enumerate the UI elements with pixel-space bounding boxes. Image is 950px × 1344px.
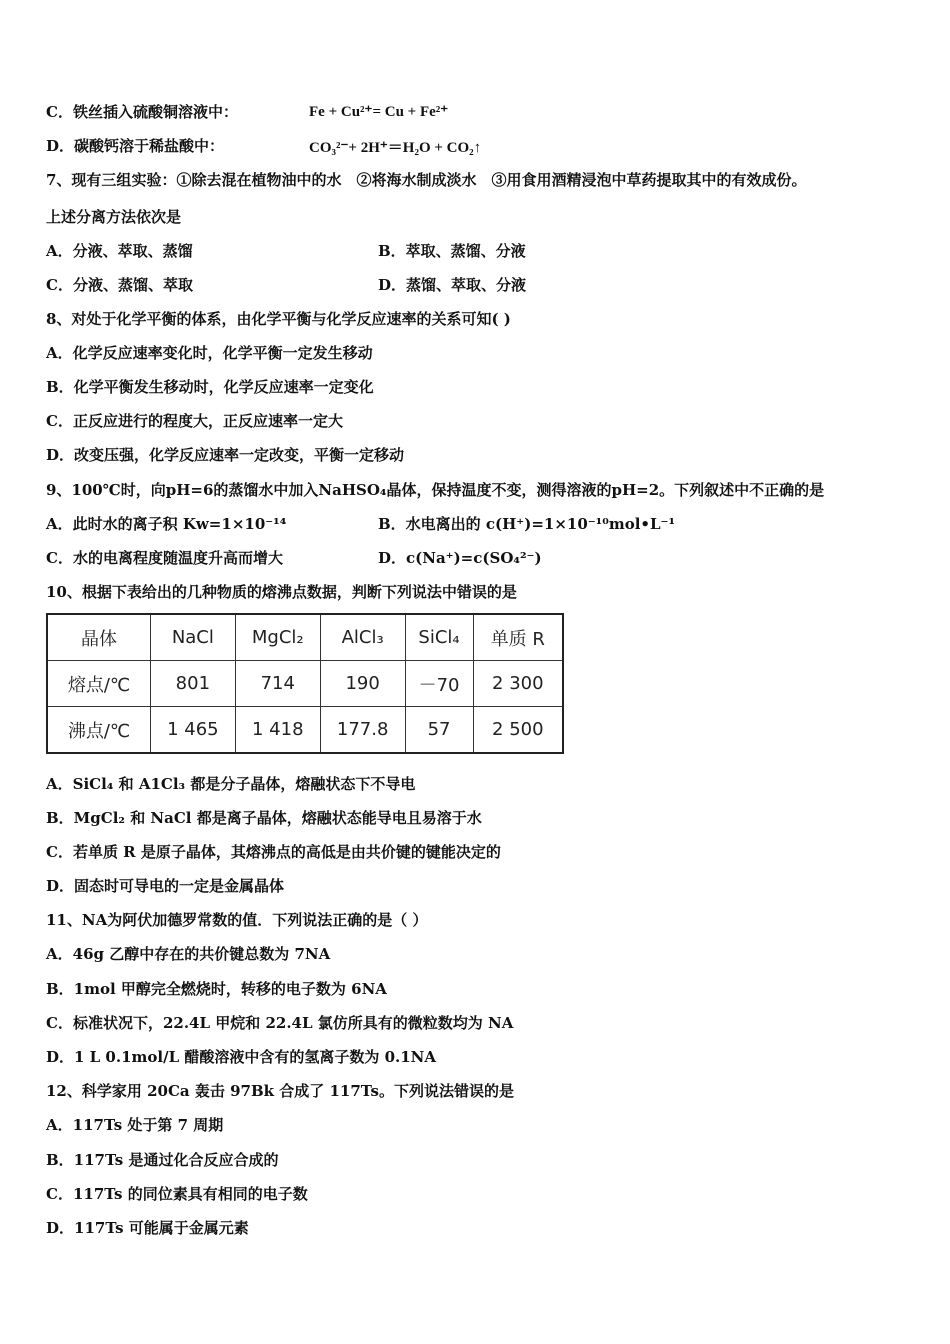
q12-option-d: D．117Ts 可能属于金属元素	[46, 1219, 249, 1237]
q12-option-a: A．117Ts 处于第 7 周期	[46, 1116, 224, 1134]
q6-option-d	[46, 136, 224, 156]
table-header-cell: AlCl₃	[320, 614, 405, 661]
q8-option-c: C．正反应进行的程度大，正反应速率一定大	[46, 412, 343, 430]
equation-text: CO₃²⁻+ 2H⁺＝H₂O + CO₂↑	[309, 140, 482, 156]
table-header-row	[47, 614, 563, 661]
q6-option-c	[46, 102, 238, 122]
q8-stem: 8、对处于化学平衡的体系，由化学平衡与化学反应速率的关系可知( )	[46, 310, 511, 328]
q11-option-b: B．1mol 甲醇完全燃烧时，转移的电子数为 6NA	[46, 980, 387, 998]
q7-option-b: B．萃取、蒸馏、分液	[378, 242, 526, 260]
table-cell: 2 300	[473, 661, 563, 707]
q7-option-d: D．蒸馏、萃取、分液	[378, 276, 527, 294]
q10-stem: 10、根据下表给出的几种物质的熔沸点数据，判断下列说法中错误的是	[46, 583, 517, 601]
table-cell: －70	[405, 661, 473, 707]
table-cell: 2 500	[473, 707, 563, 754]
q9-option-a: A．此时水的离子积 Kw=1×10⁻¹⁴	[46, 515, 287, 533]
table-header-cell: 晶体	[47, 614, 151, 661]
table-cell: 714	[235, 661, 320, 707]
q9-option-d: D．c(Na⁺)=c(SO₄²⁻)	[378, 549, 542, 567]
table-cell: 沸点/℃	[47, 707, 151, 754]
q10-option-a: A．SiCl₄ 和 A1Cl₃ 都是分子晶体，熔融状态下不导电	[46, 775, 416, 793]
q9-option-b: B．水电离出的 c(H⁺)=1×10⁻¹⁰mol•L⁻¹	[378, 515, 676, 533]
melting-boiling-table	[46, 613, 564, 754]
q9-option-c: C．水的电离程度随温度升高而增大	[46, 549, 283, 567]
table-cell: 177.8	[320, 707, 405, 754]
q12-option-c: C．117Ts 的同位素具有相同的电子数	[46, 1185, 308, 1203]
q7-option-c: C．分液、蒸馏、萃取	[46, 276, 193, 294]
q8-option-a: A．化学反应速率变化时，化学平衡一定发生移动	[46, 344, 373, 362]
table-cell: 190	[320, 661, 405, 707]
q11-option-d: D．1 L 0.1mol/L 醋酸溶液中含有的氢离子数为 0.1NA	[46, 1048, 437, 1066]
q12-option-b: B．117Ts 是通过化合反应合成的	[46, 1151, 279, 1169]
table-header-cell: MgCl₂	[235, 614, 320, 661]
q11-option-c: C．标准状况下，22.4L 甲烷和 22.4L 氯仿所具有的微粒数均为 NA	[46, 1014, 514, 1032]
table-cell: 1 418	[235, 707, 320, 754]
q8-option-b: B．化学平衡发生移动时，化学反应速率一定变化	[46, 378, 374, 396]
table-header-cell: NaCl	[151, 614, 236, 661]
table-header-cell: SiCl₄	[405, 614, 473, 661]
q6-option-c-label: C．铁丝插入硫酸铜溶液中：	[46, 103, 238, 121]
q7-stem: 7、现有三组实验：①除去混在植物油中的水 ②将海水制成淡水 ③用食用酒精浸泡中草药提取其中的有效成份。	[46, 171, 807, 189]
table-header-cell: 单质 R	[473, 614, 563, 661]
q10-option-b: B．MgCl₂ 和 NaCl 都是离子晶体，熔融状态能导电且易溶于水	[46, 809, 482, 827]
table-cell: 熔点/℃	[47, 661, 151, 707]
q6-option-d-equation	[309, 136, 481, 157]
equation-text: Fe + Cu²⁺= Cu + Fe²⁺	[309, 104, 449, 120]
table-cell: 1 465	[151, 707, 236, 754]
q11-option-a: A．46g 乙醇中存在的共价键总数为 7NA	[46, 945, 331, 963]
table-cell: 57	[405, 707, 473, 754]
q11-stem: 11、NA为阿伏加德罗常数的值．下列说法正确的是（ ）	[46, 911, 428, 929]
table-row	[47, 661, 563, 707]
q10-option-c: C．若单质 R 是原子晶体，其熔沸点的高低是由共价键的键能决定的	[46, 843, 501, 861]
q10-option-d: D．固态时可导电的一定是金属晶体	[46, 877, 285, 895]
q6-option-d-label: D．碳酸钙溶于稀盐酸中：	[46, 137, 225, 155]
q6-option-c-equation	[309, 102, 448, 121]
q7-option-a: A．分液、萃取、蒸馏	[46, 242, 193, 260]
q9-stem: 9、100℃时，向pH=6的蒸馏水中加入NaHSO₄晶体，保持温度不变，测得溶液的pH=2。下列叙述中不正确的是	[46, 481, 825, 499]
q12-stem: 12、科学家用 20Ca 轰击 97Bk 合成了 117Ts。下列说法错误的是	[46, 1082, 515, 1100]
table-cell: 801	[151, 661, 236, 707]
table-row	[47, 707, 563, 754]
q7-stem2: 上述分离方法依次是	[46, 208, 182, 226]
q8-option-d: D．改变压强，化学反应速率一定改变，平衡一定移动	[46, 446, 405, 464]
